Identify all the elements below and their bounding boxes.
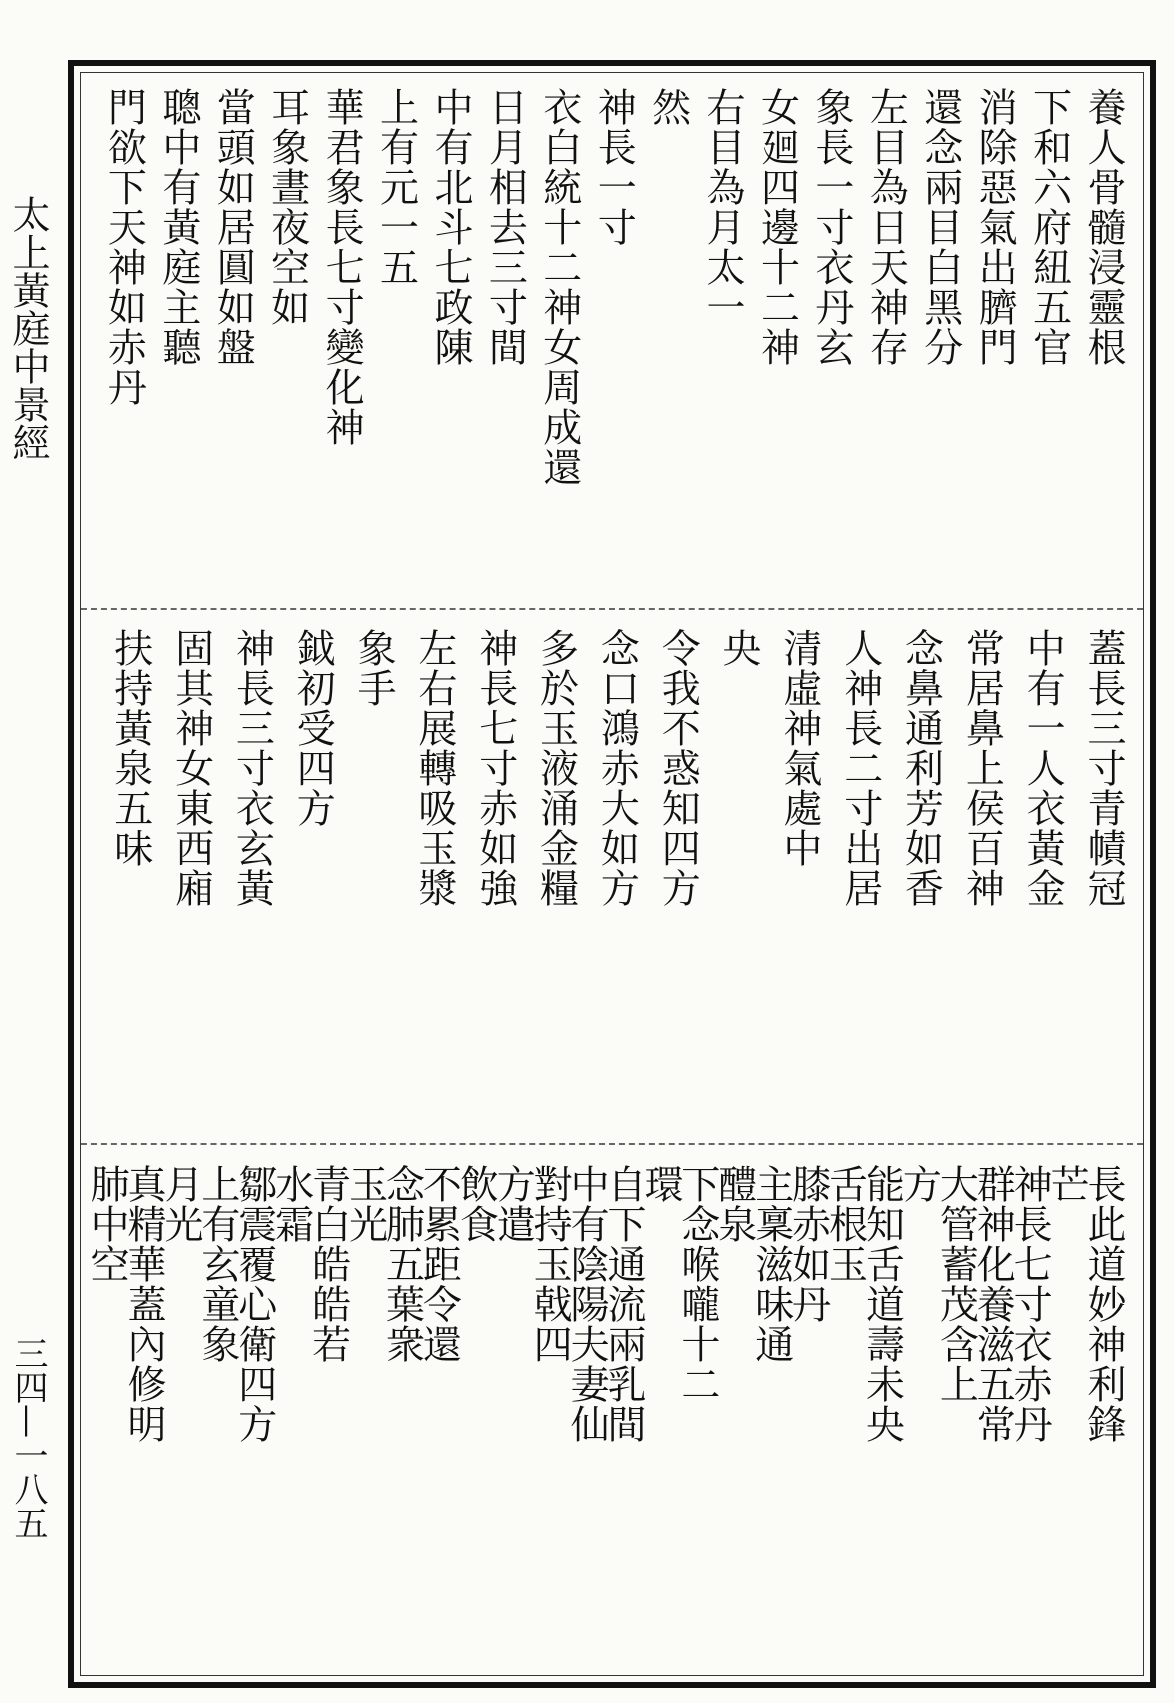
text-column: 令我不惑知四方	[655, 628, 701, 908]
panel-middle	[81, 614, 1143, 1138]
text-column: 象手	[351, 628, 397, 708]
text-column: 多於玉液涌金糧	[533, 628, 579, 908]
text-column: 神長七寸赤如強	[472, 628, 518, 908]
text-column: 對持玉戟四	[527, 1164, 573, 1364]
text-column: 女廻四邊十二神	[754, 87, 800, 367]
text-column: 念肺五葉衆	[379, 1164, 425, 1364]
text-column: 鄒震覆心衛四方	[231, 1164, 277, 1444]
text-column: 鉞初受四方	[290, 628, 336, 828]
text-column: 中有一人衣黃金	[1020, 628, 1066, 908]
text-column: 神長一寸	[591, 87, 637, 247]
text-column: 固其神女東西廂	[168, 628, 214, 908]
text-column: 然	[645, 87, 691, 127]
text-column: 華君象長七寸變化神	[319, 87, 365, 447]
text-column: 長此道妙神利鋒	[1081, 1164, 1126, 1444]
text-column: 神長七寸衣赤丹	[1007, 1164, 1053, 1444]
text-column: 消除惡氣出臍門	[972, 87, 1018, 367]
text-column: 人神長二寸出居	[837, 628, 883, 908]
text-column: 方	[896, 1164, 942, 1204]
text-column: 常居鼻上侯百神	[959, 628, 1005, 908]
panel-bottom	[81, 1150, 1143, 1675]
text-column: 月光	[157, 1164, 203, 1244]
text-column: 央	[716, 628, 762, 668]
text-column: 飲食	[453, 1164, 499, 1244]
columns-middle	[95, 628, 1129, 1124]
text-column: 中有陰陽夫妻仙	[564, 1164, 610, 1444]
text-column: 門欲下天神如赤丹	[101, 87, 147, 407]
side-title: 太上黃庭中景經	[6, 195, 50, 461]
text-column: 蓋長三寸青幘冠	[1081, 628, 1126, 908]
text-column: 日月相去三寸間	[482, 87, 528, 367]
text-column: 不累距令還	[416, 1164, 462, 1364]
text-column: 醴泉	[711, 1164, 757, 1244]
text-column: 主稟滋味通	[748, 1164, 794, 1364]
text-column: 下念喉嚨十二	[674, 1164, 720, 1404]
text-column: 念鼻通利芳如香	[898, 628, 944, 908]
text-column: 水霜	[268, 1164, 314, 1244]
text-column: 養人骨髓浸靈根	[1081, 87, 1126, 367]
text-column: 真精華蓋內修明	[121, 1164, 167, 1444]
text-column: 當頭如居圓如盤	[210, 87, 256, 367]
text-column: 扶持黃泉五味	[107, 628, 153, 868]
text-column: 大管蓄茂含上	[933, 1164, 979, 1404]
columns-bottom	[84, 1164, 1129, 1661]
text-column: 群神化養滋五常	[970, 1164, 1016, 1444]
text-column: 耳象晝夜空如	[264, 87, 310, 327]
text-column: 自下通流兩乳間	[601, 1164, 647, 1444]
text-column: 象長一寸衣丹玄	[808, 87, 854, 367]
text-column: 玉光	[342, 1164, 388, 1244]
text-column: 芒	[1044, 1164, 1090, 1204]
text-column: 下和六府紐五官	[1026, 87, 1072, 367]
columns-top	[95, 87, 1129, 589]
text-column: 右目為月太一	[700, 87, 746, 327]
page-frame	[68, 60, 1156, 1688]
text-column: 左目為日天神存	[863, 87, 909, 367]
divider	[81, 608, 1143, 610]
panel-top	[81, 73, 1143, 603]
text-column: 神長三寸衣玄黃	[229, 628, 275, 908]
text-column: 左右展轉吸玉漿	[411, 628, 457, 908]
page-number: 三四—一八五	[8, 1336, 48, 1540]
text-column: 肺中空	[84, 1164, 130, 1284]
text-column: 還念兩目白黑分	[917, 87, 963, 367]
text-column: 方遣	[490, 1164, 536, 1244]
text-column: 清虛神氣處中	[776, 628, 822, 868]
text-column: 上有玄童象	[194, 1164, 240, 1364]
text-column: 能知舌道壽未央	[859, 1164, 905, 1444]
text-column: 青白皓皓若	[305, 1164, 351, 1364]
text-column: 聰中有黃庭主聽	[155, 87, 201, 367]
text-column: 舌根玉	[822, 1164, 868, 1284]
text-column: 念口鴻赤大如方	[594, 628, 640, 908]
text-column: 中有北斗七政陳	[427, 87, 473, 367]
text-column: 上有元一五	[373, 87, 419, 287]
divider	[81, 1143, 1143, 1145]
text-column: 環	[637, 1164, 683, 1204]
text-area	[80, 72, 1144, 1676]
text-column: 衣白統十二神女周成還	[536, 87, 582, 487]
text-column: 膝赤如丹	[785, 1164, 831, 1324]
